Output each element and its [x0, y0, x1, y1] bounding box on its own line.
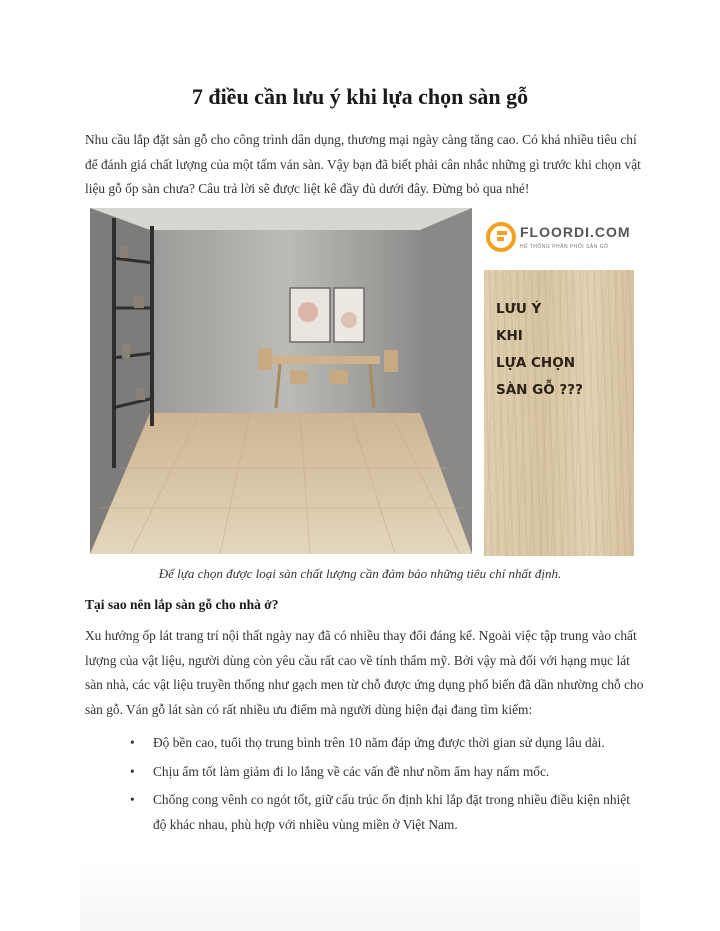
list-item — [85, 731, 645, 756]
floordi-logo — [486, 218, 638, 258]
section-paragraph: Xu hướng ốp lát trang trí nội thất ngày nay đã có nhiều thay đổi đáng kể. Ngoài việc tập trung vào chất lượng của vật liệu, người dùng còn yêu cầu rất cao về tính thẩm mỹ. Bởi vậy mà đối với hạng mục lát sàn nhà, các vật liệu truyền thống như gạch men từ chỗ được ứng dụng phổ biến đã dần nhường chỗ cho sàn gỗ. Ván gỗ lát sàn có rất nhiều ưu điểm mà người dùng hiện đại đang tìm kiếm: — [85, 628, 644, 717]
list-item-text: Chống cong vênh co ngót tốt, giữ cấu trúc ổn định khi lắp đặt trong nhiều điều kiện nhiệt độ khác nhau, phù hợp với nhiều vùng miền ở Việt Nam. — [153, 792, 630, 832]
benefits-list — [85, 731, 645, 841]
bullet-icon: • — [130, 792, 135, 807]
overlay-line: LƯU Ý — [496, 301, 542, 317]
overlay-line: KHI — [496, 328, 523, 344]
overlay-line: SÀN GỖ ??? — [496, 382, 583, 398]
overlay-line: LỰA CHỌN — [496, 355, 576, 371]
list-item-text: Chịu ẩm tốt làm giảm đi lo lắng về các vấn đề như nồm ẩm hay nấm mốc. — [153, 763, 550, 779]
section-heading: Tại sao nên lắp sàn gỗ cho nhà ở? — [85, 597, 279, 612]
wood-overlay-text — [496, 296, 583, 404]
room-photo — [90, 208, 472, 554]
page-shadow — [80, 860, 640, 931]
brand-name: FLOORDI.COM — [520, 224, 631, 240]
list-item — [85, 760, 645, 785]
logo-mark-icon — [486, 222, 516, 252]
brand-tagline: HỆ THỐNG PHÂN PHỐI SÀN GỖ — [520, 244, 609, 250]
intro-paragraph: Nhu cầu lắp đặt sàn gỗ cho công trình dân dụng, thương mại ngày càng tăng cao. Có khá nhiều tiêu chí để đánh giá chất lượng của một tấm ván sàn. Vậy bạn đã biết phải cân nhắc những gì trước khi chọn vật liệu gỗ ốp sàn chưa? Câu trả lời sẽ được liệt kê đầy đủ dưới đây. Đừng bỏ qua nhé! — [85, 132, 641, 196]
list-item-text: Độ bền cao, tuổi thọ trung bình trên 10 năm đáp ứng được thời gian sử dụng lâu dài. — [153, 735, 605, 750]
page-title: 7 điều cần lưu ý khi lựa chọn sàn gỗ — [191, 84, 529, 109]
wood-sample-panel — [484, 270, 634, 556]
bullet-icon: • — [130, 735, 135, 750]
list-item — [85, 788, 645, 837]
article-figure — [90, 208, 638, 556]
figure-caption: Để lựa chọn được loại sàn chất lượng cần đảm bảo những tiêu chí nhất định. — [158, 566, 562, 581]
bullet-icon: • — [130, 763, 135, 779]
